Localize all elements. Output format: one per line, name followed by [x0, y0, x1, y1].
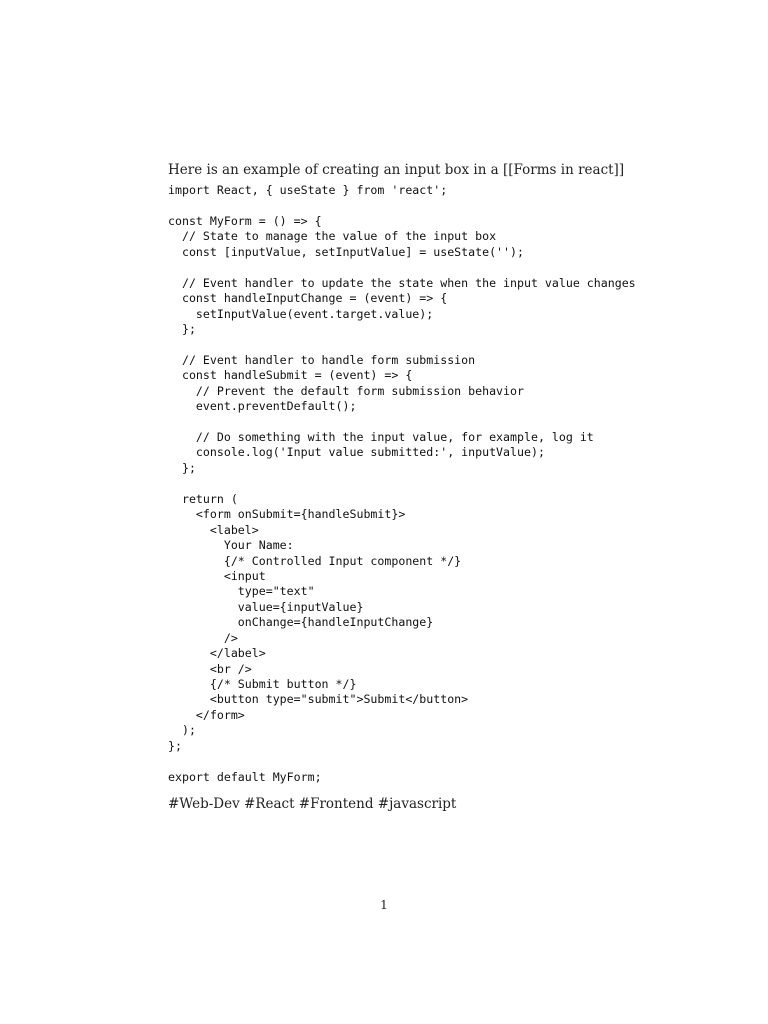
code-line: {/* Submit button */}	[168, 677, 357, 691]
code-line: // Event handler to update the state when the input value changes	[168, 275, 636, 290]
code-line: };	[168, 738, 182, 753]
code-line: export default MyForm;	[168, 769, 322, 784]
code-line: <form onSubmit={handleSubmit}>	[168, 507, 406, 522]
code-block	[168, 183, 636, 785]
code-line: // Do something with the input value, for example, log it	[168, 430, 594, 444]
code-line: <input	[168, 568, 266, 583]
code-line	[168, 476, 636, 491]
code-line: <br />	[168, 661, 252, 676]
code-line: const MyForm = () => {	[168, 213, 322, 228]
code-line: const handleInputChange = (event) => {	[168, 291, 448, 306]
code-line: />	[168, 630, 238, 645]
code-line	[168, 198, 636, 213]
code-line: <label>	[168, 522, 259, 537]
code-line: <button type="submit">Submit</button>	[168, 692, 469, 707]
intro-paragraph: Here is an example of creating an input box in a [[Forms in react]]	[168, 162, 625, 178]
code-line	[168, 754, 636, 769]
code-line: </form>	[168, 707, 245, 722]
code-line: {/* Controlled Input component */}	[168, 553, 462, 568]
code-line: const handleSubmit = (event) => {	[168, 368, 413, 383]
code-line: return (	[168, 491, 238, 506]
code-line: type="text"	[168, 584, 315, 599]
code-line: onChange={handleInputChange}	[168, 615, 434, 630]
code-line: import React, { useState } from 'react';	[168, 183, 448, 197]
code-line: // Prevent the default form submission behavior	[168, 383, 524, 398]
code-line: event.preventDefault();	[168, 399, 357, 414]
tags-line: #Web-Dev #React #Frontend #javascript	[168, 796, 457, 812]
code-line: );	[168, 723, 196, 738]
code-line: Your Name:	[168, 538, 294, 553]
code-line	[168, 415, 636, 430]
code-line: </label>	[168, 646, 266, 661]
code-line: const [inputValue, setInputValue] = useState('');	[168, 244, 524, 259]
code-line: };	[168, 460, 196, 475]
code-line: setInputValue(event.target.value);	[168, 306, 434, 321]
code-line: };	[168, 321, 196, 336]
code-line: // Event handler to handle form submission	[168, 352, 476, 367]
page-number: 1	[380, 898, 388, 912]
code-line	[168, 337, 636, 352]
code-line: value={inputValue}	[168, 599, 364, 614]
code-line	[168, 260, 636, 275]
code-line: console.log('Input value submitted:', inputValue);	[168, 445, 545, 460]
code-line: // State to manage the value of the input box	[168, 229, 497, 244]
